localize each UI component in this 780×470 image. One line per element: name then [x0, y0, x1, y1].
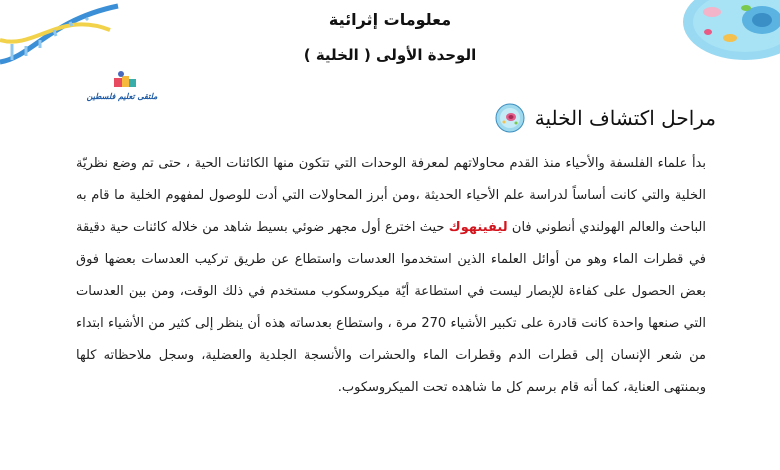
- body-text-part-1: بدأ علماء الفلسفة والأحياء منذ القدم محاولاتهم لمعرفة الوحدات التي تتكون منها الكائنات الحية ، حتى تم وضع نظريّة الخلية والتي كانت أساساً لدراسة علم الأحياء الحديثة ،ومن أبرز المحاولات التي أدت للوصول لمفهوم الخلية ما قام به الباحث والعالم الهولندي أنطوني فان: [76, 156, 706, 235]
- page-title: معلومات إثرائية: [328, 10, 452, 29]
- section-heading: [495, 100, 716, 136]
- dna-helix-decoration: [0, 0, 120, 70]
- forum-logo-text: ملتقى تعليم فلسطين: [86, 92, 158, 101]
- body-text-part-2: حيث اخترع أول مجهر ضوئي بسيط شاهد من خلاله كائنات حية دقيقة في قطرات الماء وهو من أوائل العلماء الذين استخدموا العدسات واستطاع عن طريق تركيب العدسات بعضها فوق بعض الحصول على كفاءة للإبصار ليست في استطاعة أيّة ميكروسكوب مستخدم في ذلك الوقت، ومن بين العدسات التي صنعها واحدة كانت قادرة على تكبير الأشياء 270 مرة ، واستطاع بعدساته هذه أن ينظر إلى كثير من الأشياء ابتداء من شعر الإنسان إلى قطرات الدم وقطرات الماء والحشرات والأنسجة الجلدية والعضلية، وسجل ملاحظاته كلها وبمنتهى العناية، كما أنه قام برسم كل ما شاهده تحت الميكروسكوب.: [76, 220, 706, 395]
- cell-icon: [495, 103, 525, 133]
- page-subtitle: الوحدة الأولى ( الخلية ): [303, 46, 477, 64]
- highlighted-name: ليفينهوك: [448, 220, 508, 235]
- body-text: [76, 148, 706, 404]
- cell-decoration: [650, 0, 780, 80]
- books-icon: [112, 70, 138, 88]
- section-heading-text: مراحل اكتشاف الخلية: [534, 106, 716, 130]
- body-paragraph: [76, 148, 706, 404]
- forum-logo: [82, 68, 162, 110]
